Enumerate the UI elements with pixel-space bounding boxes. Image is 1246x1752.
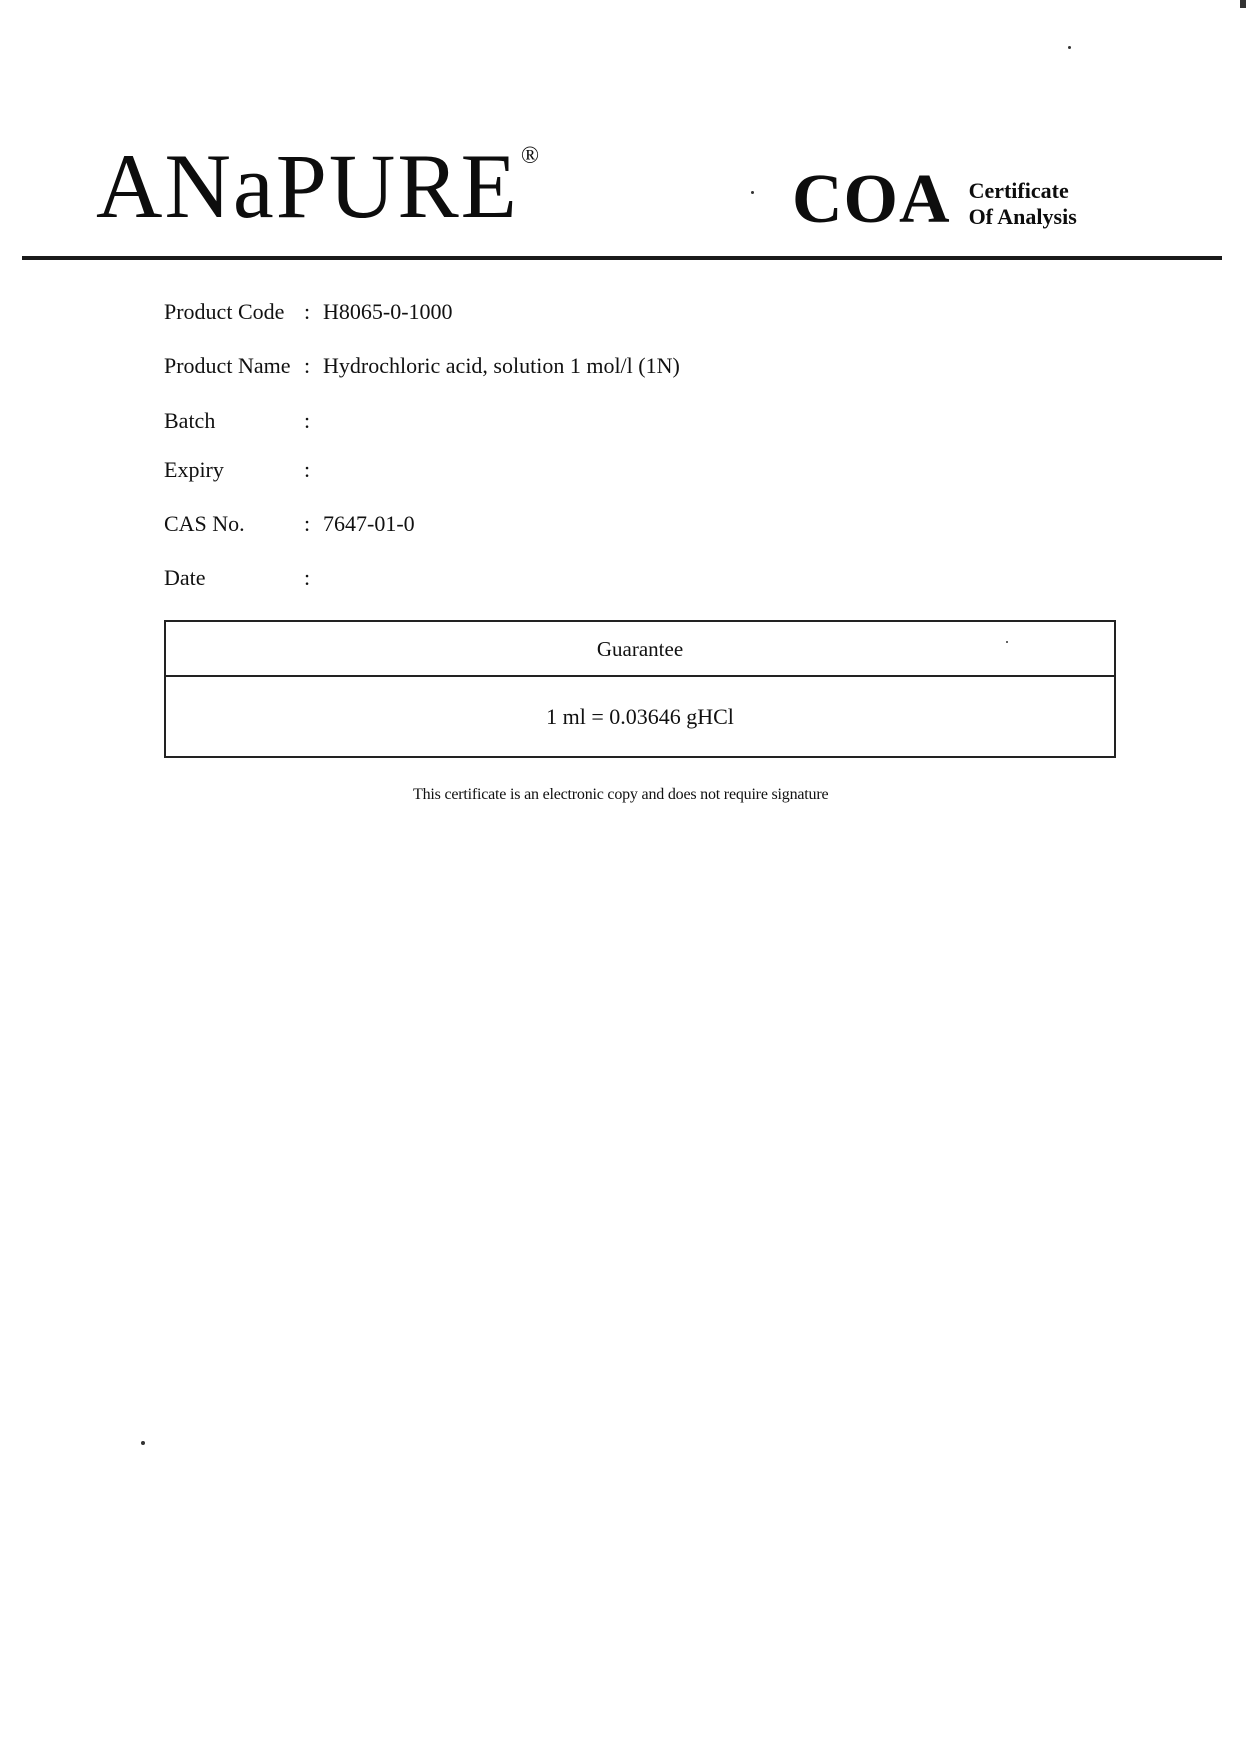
scan-edge-mark (1240, 0, 1246, 8)
cas-colon: : (304, 511, 311, 536)
coa-subtitle (969, 170, 1077, 230)
cas-value: 7647-01-0 (323, 511, 415, 536)
scan-speck (1006, 641, 1008, 643)
product-name-label: Product Name (164, 353, 291, 378)
product-code-label: Product Code (164, 299, 285, 324)
date-label: Date (164, 565, 206, 590)
coa-subtitle-line2: Of Analysis (968, 204, 1077, 229)
signature-footnote: This certificate is an electronic copy and does not require signature (413, 786, 829, 803)
coa-title (792, 161, 1077, 238)
guarantee-heading: Guarantee (166, 622, 1114, 677)
product-code-colon: : (304, 299, 311, 324)
brand-logo (96, 135, 542, 237)
registered-mark: ® (520, 143, 542, 169)
batch-colon: : (304, 408, 311, 433)
coa-subtitle-line1: Certificate (968, 178, 1069, 203)
guarantee-table (164, 620, 1116, 758)
date-colon: : (304, 565, 311, 590)
cas-label: CAS No. (164, 511, 245, 536)
product-name-colon: : (304, 353, 311, 378)
guarantee-value: 1 ml = 0.03646 gHCl (546, 704, 734, 729)
scan-speck (751, 191, 754, 194)
product-name-value: Hydrochloric acid, solution 1 mol/l (1N) (323, 353, 680, 378)
header-divider (22, 256, 1222, 260)
expiry-label: Expiry (164, 457, 224, 482)
scan-speck (1068, 46, 1071, 49)
batch-label: Batch (164, 408, 216, 433)
product-code-value: H8065-0-1000 (323, 299, 453, 324)
brand-name: ANaPURE (96, 135, 519, 237)
expiry-colon: : (304, 457, 311, 482)
coa-abbreviation: COA (792, 161, 951, 238)
scan-speck (141, 1441, 145, 1445)
